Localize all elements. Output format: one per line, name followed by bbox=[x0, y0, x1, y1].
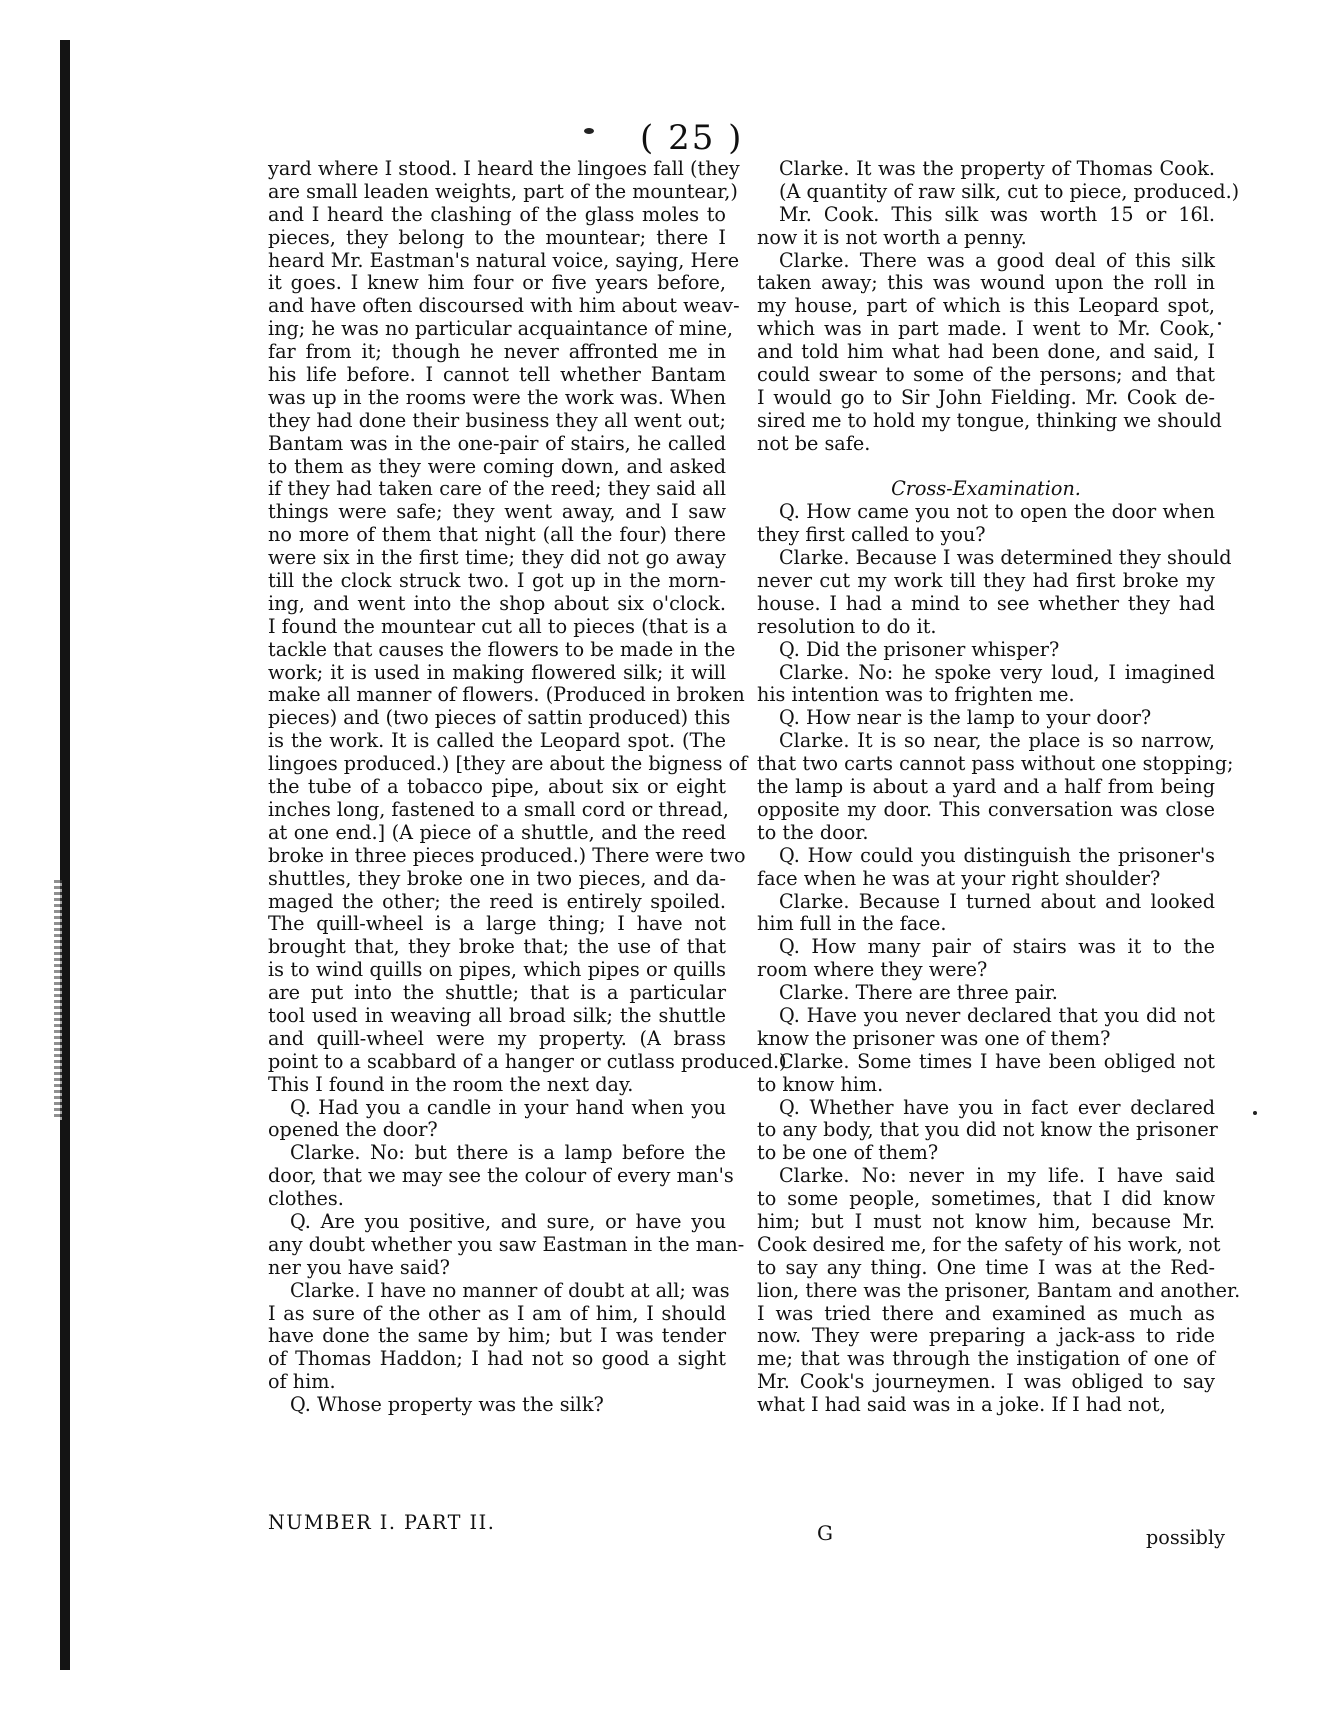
text-line: lion, there was the prisoner, Bantam and another. bbox=[757, 1278, 1241, 1302]
text-line: the lamp is about a yard and a half from being bbox=[757, 775, 1215, 799]
text-line: if they had taken care of the reed; they said all bbox=[268, 477, 726, 501]
text-line: any doubt whether you saw Eastman in the man- bbox=[268, 1232, 745, 1256]
text-line: sired me to hold my tongue, thinking we should bbox=[757, 408, 1222, 432]
text-line: is the work. It is called the Leopard spot. (The bbox=[268, 729, 726, 753]
text-line: at one end.] (A piece of a shuttle, and the reed bbox=[268, 820, 726, 844]
text-line bbox=[757, 456, 1215, 479]
text-line: far from it; though he never affronted me in bbox=[268, 340, 726, 364]
text-line: his life before. I cannot tell whether Bantam bbox=[268, 363, 726, 387]
catchword: possibly bbox=[1146, 1526, 1225, 1549]
text-line: which was in part made. I went to Mr. Cook, bbox=[757, 317, 1215, 341]
text-line: that two carts cannot pass without one stopping; bbox=[757, 752, 1234, 776]
text-line: This I found in the room the next day. bbox=[268, 1072, 634, 1096]
text-line: of him. bbox=[268, 1370, 336, 1394]
text-line: house. I had a mind to see whether they had bbox=[757, 591, 1215, 615]
text-line: ner you have said? bbox=[268, 1255, 450, 1279]
text-line: The quill-wheel is a large thing; I have not bbox=[268, 912, 726, 936]
text-line: clothes. bbox=[268, 1187, 344, 1211]
text-line: could swear to some of the persons; and that bbox=[757, 363, 1215, 387]
text-line: Mr. Cook. This silk was worth 15 or 16l. bbox=[779, 202, 1215, 226]
text-line: Q. How could you distinguish the prisoner's bbox=[779, 843, 1215, 867]
text-line: Q. Have you never declared that you did not bbox=[779, 1003, 1215, 1027]
text-line: I found the mountear cut all to pieces (that is a bbox=[268, 614, 728, 638]
text-line: Clarke. Because I turned about and looked bbox=[779, 889, 1215, 913]
text-line: Q. Had you a candle in your hand when you bbox=[290, 1095, 726, 1119]
text-line: maged the other; the reed is entirely spoiled. bbox=[268, 889, 726, 913]
text-line: Cross-Examination. bbox=[891, 477, 1081, 501]
text-line: lingoes produced.) [they are about the bigness of bbox=[268, 752, 748, 776]
text-line: opposite my door. This conversation was close bbox=[757, 797, 1215, 821]
text-line: they first called to you? bbox=[757, 523, 986, 547]
text-line: pieces) and (two pieces of sattin produced) this bbox=[268, 706, 731, 730]
text-line: Q. Whose property was the silk? bbox=[290, 1393, 604, 1417]
text-line: I was tried there and examined as much as bbox=[757, 1301, 1215, 1325]
text-line: door, that we may see the colour of every man's bbox=[268, 1164, 734, 1188]
text-line: opened the door? bbox=[268, 1118, 438, 1142]
ink-blot bbox=[584, 128, 594, 134]
text-line: and I heard the clashing of the glass moles to bbox=[268, 202, 726, 226]
text-line: no more of them that night (all the four) there bbox=[268, 523, 726, 547]
text-line: broke in three pieces produced.) There were two bbox=[268, 843, 746, 867]
text-line: Clarke. I have no manner of doubt at all; was bbox=[290, 1278, 730, 1302]
text-line: Clarke. It is so near, the place is so narrow, bbox=[779, 729, 1215, 753]
text-line: brought that, they broke that; the use of that bbox=[268, 935, 726, 959]
text-line: yard where I stood. I heard the lingoes fall (they bbox=[268, 157, 740, 180]
text-line: Q. How came you not to open the door when bbox=[779, 500, 1215, 524]
text-line: not be safe. bbox=[757, 431, 871, 455]
text-line: ing, and went into the shop about six o'clock. bbox=[268, 591, 726, 615]
text-line: his intention was to frighten me. bbox=[757, 683, 1075, 707]
text-line: Q. How many pair of stairs was it to the bbox=[779, 935, 1215, 959]
text-line: me; that was through the instigation of one of bbox=[757, 1347, 1215, 1371]
text-line: Clarke. There was a good deal of this silk bbox=[779, 248, 1215, 272]
text-line: Cook desired me, for the safety of his work, not bbox=[757, 1232, 1221, 1256]
ink-speck bbox=[1253, 1111, 1257, 1115]
text-line: him; but I must not know him, because Mr. bbox=[757, 1209, 1215, 1233]
text-line: and have often discoursed with him about weav- bbox=[268, 294, 740, 318]
text-line: were six in the first time; they did not go away bbox=[268, 546, 726, 570]
text-line: of Thomas Haddon; I had not so good a sight bbox=[268, 1347, 726, 1371]
text-line: to say any thing. One time I was at the Red- bbox=[757, 1255, 1215, 1279]
signature-mark: G bbox=[817, 1521, 833, 1545]
text-line: Clarke. There are three pair. bbox=[779, 981, 1058, 1005]
text-line: have done the same by him; but I was tender bbox=[268, 1324, 726, 1348]
text-line: to know him. bbox=[757, 1072, 884, 1096]
text-line: and told him what had been done, and said, I bbox=[757, 340, 1215, 364]
text-line: heard Mr. Eastman's natural voice, saying, Here bbox=[268, 248, 740, 272]
text-line: Q. How near is the lamp to your door? bbox=[779, 706, 1152, 730]
text-line: Clarke. Because I was determined they should bbox=[779, 546, 1232, 570]
right-column bbox=[757, 157, 1241, 1417]
text-line: till the clock struck two. I got up in the morn- bbox=[268, 569, 726, 593]
left-column bbox=[268, 157, 787, 1417]
text-line: to any body, that you did not know the prisoner bbox=[757, 1118, 1218, 1142]
text-line: they had done their business they all went out; bbox=[268, 408, 726, 432]
text-line: taken away; this was wound upon the roll in bbox=[757, 271, 1215, 295]
text-line: tool used in weaving all broad silk; the shuttle bbox=[268, 1003, 726, 1027]
text-line: Clarke. No: but there is a lamp before the bbox=[290, 1141, 726, 1165]
text-line: was up in the rooms were the work was. When bbox=[268, 385, 726, 409]
text-line: pieces, they belong to the mountear; there I bbox=[268, 225, 726, 249]
text-line: work; it is used in making flowered silk; it will bbox=[268, 660, 726, 684]
text-line: Q. Whether have you in fact ever declared bbox=[779, 1095, 1215, 1119]
text-line: Clarke. Some times I have been obliged not bbox=[779, 1049, 1215, 1073]
text-line: what I had said was in a joke. If I had not, bbox=[757, 1393, 1166, 1417]
text-line: to them as they were coming down, and asked bbox=[268, 454, 726, 478]
text-line: the tube of a tobacco pipe, about six or eight bbox=[268, 775, 726, 799]
text-line: Q. Are you positive, and sure, or have you bbox=[290, 1209, 726, 1233]
ink-speck bbox=[1218, 322, 1221, 325]
text-line: (A quantity of raw silk, cut to piece, produced.) bbox=[779, 179, 1240, 203]
text-line: know the prisoner was one of them? bbox=[757, 1026, 1111, 1050]
text-line: never cut my work till they had first broke my bbox=[757, 569, 1215, 593]
text-line: to be one of them? bbox=[757, 1141, 939, 1165]
text-line: I as sure of the other as I am of him, I should bbox=[268, 1301, 726, 1325]
text-line: ing; he was no particular acquaintance of mine, bbox=[268, 317, 734, 341]
text-line: to the door. bbox=[757, 820, 869, 844]
text-line: are small leaden weights, part of the mountear,) bbox=[268, 179, 738, 203]
text-line: to some people, sometimes, that I did know bbox=[757, 1187, 1215, 1211]
text-line: tackle that causes the flowers to be made in the bbox=[268, 637, 736, 661]
text-line: and quill-wheel were my property. (A brass bbox=[268, 1026, 726, 1050]
text-line: Clarke. It was the property of Thomas Cook. bbox=[779, 157, 1215, 180]
text-line: make all manner of flowers. (Produced in broken bbox=[268, 683, 745, 707]
text-line: him full in the face. bbox=[757, 912, 947, 936]
text-line: shuttles, they broke one in two pieces, and da- bbox=[268, 866, 726, 890]
text-line: I would go to Sir John Fielding. Mr. Cook de- bbox=[757, 385, 1215, 409]
binding-edge bbox=[60, 40, 70, 1670]
binding-shadow bbox=[54, 880, 62, 1120]
text-line: are put into the shuttle; that is a particular bbox=[268, 981, 726, 1005]
text-line: Clarke. No: he spoke very loud, I imagined bbox=[779, 660, 1215, 684]
text-line: now. They were preparing a jack-ass to ride bbox=[757, 1324, 1215, 1348]
text-line: it goes. I knew him four or five years before, bbox=[268, 271, 726, 295]
text-line: my house, part of which is this Leopard spot, bbox=[757, 294, 1215, 318]
text-line: room where they were? bbox=[757, 958, 988, 982]
text-line: Mr. Cook's journeymen. I was obliged to say bbox=[757, 1370, 1215, 1394]
text-line: Q. Did the prisoner whisper? bbox=[779, 637, 1060, 661]
text-line: inches long, fastened to a small cord or thread, bbox=[268, 797, 729, 821]
text-line: now it is not worth a penny. bbox=[757, 225, 1027, 249]
text-line: point to a scabbard of a hanger or cutlass produced.) bbox=[268, 1049, 787, 1073]
text-line: Bantam was in the one-pair of stairs, he called bbox=[268, 431, 726, 455]
footer-signature: NUMBER I. PART II. bbox=[268, 1511, 496, 1534]
text-line: is to wind quills on pipes, which pipes or quills bbox=[268, 958, 726, 982]
text-line: resolution to do it. bbox=[757, 614, 937, 638]
page-number: ( 25 ) bbox=[640, 118, 744, 158]
text-line: things were safe; they went away, and I saw bbox=[268, 500, 726, 524]
text-line: Clarke. No: never in my life. I have said bbox=[779, 1164, 1215, 1188]
text-line: face when he was at your right shoulder? bbox=[757, 866, 1161, 890]
